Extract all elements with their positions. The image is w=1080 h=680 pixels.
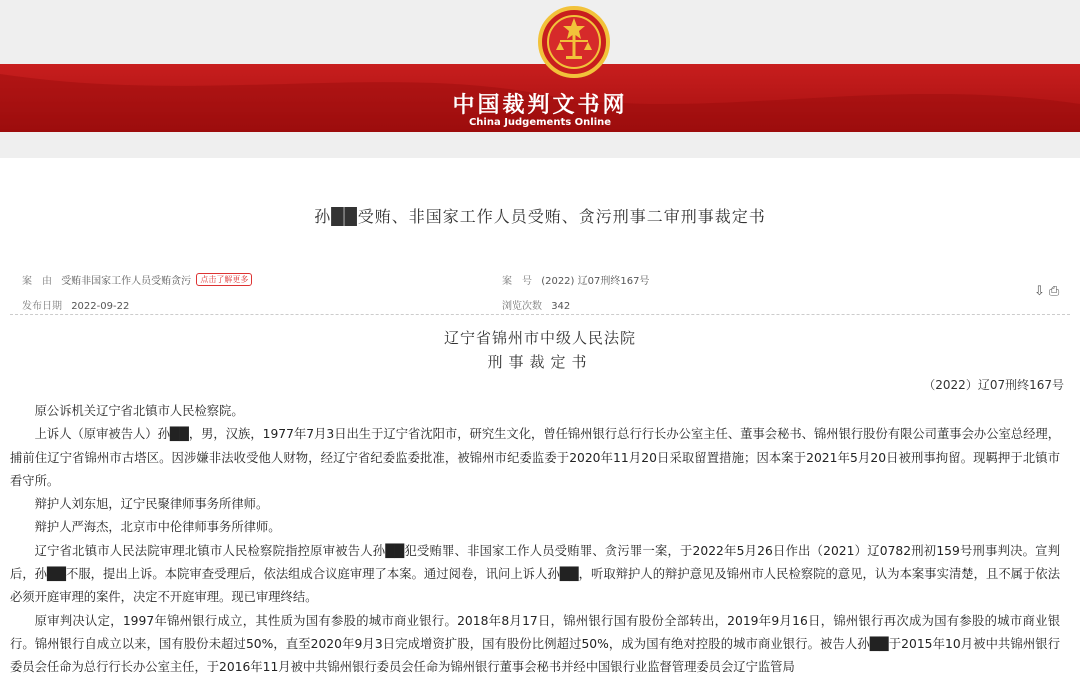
document-tools — [1030, 284, 1059, 299]
meta-views-label: 浏览次数 — [502, 301, 542, 312]
site-logo-chinese[interactable]: 中国裁判文书网 — [452, 93, 628, 118]
court-emblem-icon — [536, 4, 612, 80]
paragraph: 原审判决认定，1997年锦州银行成立，其性质为国有参股的城市商业银行。2018年8月17日，锦州银行国有股份全部转出，2019年9月16日，锦州银行再次成为国有参股的城市商业银行。锦州银行自成立以来，国有股份未超过50%，直至2020年9月3日完成增资扩股，国有股份比例超过50%，成为国有绝对控股的城市商业银行。被告人孙██于2015年10月被中共锦州银行委员会任命为总行行长办公室主任，于2016年11月被中共锦州银行委员会任命为锦州银行董事会秘书并经中国银行业监督管理委员会辽宁监管局 — [10, 613, 1060, 675]
print-icon[interactable]: ⎙ — [1048, 284, 1060, 299]
paragraph: 原公诉机关辽宁省北镇市人民检察院。 — [34, 404, 244, 418]
case-number: （2022）辽07刑终167号 — [923, 378, 1064, 392]
court-name: 辽宁省锦州市中级人民法院 — [443, 329, 636, 347]
paragraph: 辩护人严海杰，北京市中伦律师事务所律师。 — [34, 520, 281, 535]
meta-views-value: 342 — [551, 301, 571, 312]
meta-cause — [22, 272, 252, 288]
header-divider — [10, 314, 1070, 315]
paragraph: 辽宁省北镇市人民法院审理北镇市人民检察院指控原审被告人孙██犯受贿罪、非国家工作人员受贿罪、贪污罪一案，于2022年5月26日作出（2021）辽0782刑初159号刑事判决。宣判后，孙██不服，提出上诉。本院审查受理后，依法组成合议庭审理了本案。通过阅卷，讯问上诉人孙██，听取辩护人的辩护意见及锦州市人民检察院的意见，认为本案事实清楚，且不属于依法必须开庭审理的案件，决定不开庭审理。现已审理终结。 — [10, 543, 1060, 605]
paragraph: 上诉人（原审被告人）孙██，男，汉族，1977年7月3日出生于辽宁省沈阳市，研究生文化，曾任锦州银行总行行长办公室主任、董事会秘书、锦州银行股份有限公司董事会办公室总经理，捕前住辽宁省锦州市古塔区。因涉嫌非法收受他人财物，经辽宁省纪委监委批准，被锦州市纪委监委于2020年11月20日采取留置措施；因本案于2021年5月20日被刑事拘留。现羁押于北镇市看守所。 — [10, 427, 1060, 488]
meta-publish-label: 发布日期 — [22, 301, 62, 312]
meta-publish-value: 2022-09-22 — [71, 301, 130, 312]
document-title: 孙██受贿、非国家工作人员受贿、贪污刑事二审刑事裁定书 — [314, 207, 766, 226]
site-banner — [0, 0, 1080, 158]
meta-views — [502, 297, 570, 312]
download-icon[interactable]: ⇩ — [1034, 284, 1045, 299]
meta-case-number-label: 案 号 — [502, 276, 532, 287]
meta-cause-label: 案 由 — [22, 276, 52, 287]
meta-publish-date — [22, 297, 129, 312]
document-kind: 刑事裁定书 — [487, 353, 593, 371]
paragraph: 辩护人刘东旭，辽宁民聚律师事务所律师。 — [34, 497, 269, 512]
site-logo-english: China Judgements Online — [468, 117, 612, 128]
learn-more-badge[interactable]: 点击了解更多 — [196, 273, 252, 286]
meta-cause-value: 受贿非国家工作人员受贿贪污 — [61, 276, 192, 287]
meta-case-number — [502, 272, 649, 287]
document-body — [10, 400, 1060, 680]
meta-case-number-value: (2022) 辽07刑终167号 — [541, 276, 650, 287]
